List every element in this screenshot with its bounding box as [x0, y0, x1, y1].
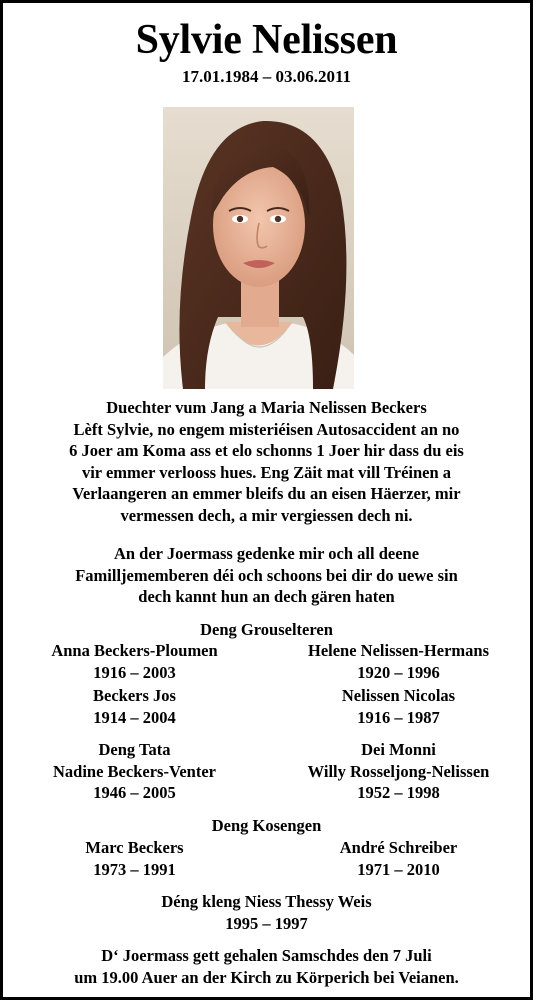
grandparent-name: Anna Beckers-Ploumen	[51, 641, 218, 660]
grandparent-years: 1916 – 2003	[93, 662, 176, 682]
niece-name: Déng kleng Niess Thessy Weis	[161, 892, 372, 911]
intro-line: Lèft Sylvie, no engem misteriéisen Autosaccident an no	[73, 419, 460, 439]
uncle-entry	[267, 739, 530, 804]
intro-line: vir emmer verlooss hues. Eng Zäit mat vill Tréinen a	[81, 462, 452, 482]
portrait-illustration	[163, 107, 354, 389]
service-text	[3, 945, 530, 988]
grandparent-entry	[267, 640, 530, 683]
grandparent-name: Helene Nelissen-Hermans	[307, 641, 489, 660]
uncle-heading: Dei Monni	[361, 740, 436, 759]
obituary-notice	[3, 3, 530, 997]
grandparent-entry	[267, 685, 530, 728]
cousins-heading: Deng Kosengen	[211, 816, 322, 835]
intro-line: Duechter vum Jang a Maria Nelissen Beckers	[106, 398, 427, 417]
memorial-text	[3, 543, 530, 608]
memorial-line: dech kannt hun an dech gären haten	[138, 587, 395, 607]
intro-line: vermessen dech, a mir vergiessen dech ni.	[120, 505, 413, 525]
niece-years: 1995 – 1997	[225, 913, 308, 933]
intro-line: 6 Joer am Koma ass et elo schonns 1 Joer hir dass du eis	[69, 441, 464, 461]
aunt-heading: Deng Tata	[98, 740, 171, 759]
intro-line: Verlaangeren an emmer bleifs du an eisen Häerzer, mir	[72, 484, 461, 504]
memorial-line: An der Joermass gedenke mir och all deene	[113, 544, 420, 563]
cousin-entry	[3, 837, 266, 880]
memorial-line: Familljememberen déi och schoons bei dir do uewe sin	[75, 565, 458, 585]
portrait-photo	[163, 107, 354, 389]
service-line: um 19.00 Auer an der Kirch zu Körperich bei Veianen.	[74, 967, 459, 987]
grandparent-entry	[3, 685, 266, 728]
cousin-name: Marc Beckers	[85, 838, 184, 857]
grandparent-name: Beckers Jos	[93, 686, 176, 705]
deceased-name: Sylvie Nelissen	[135, 17, 398, 63]
uncle-years: 1952 – 1998	[357, 783, 440, 803]
aunt-years: 1946 – 2005	[93, 783, 176, 803]
grandparent-years: 1914 – 2004	[93, 707, 176, 727]
aunt-entry	[3, 739, 266, 804]
life-dates: 17.01.1984 – 03.06.2011	[181, 67, 352, 86]
cousin-name: André Schreiber	[339, 838, 458, 857]
grandparents-heading: Deng Grouselteren	[200, 620, 333, 639]
cousin-entry	[267, 837, 530, 880]
intro-text	[3, 397, 530, 527]
niece-entry	[3, 891, 530, 934]
service-line: D‘ Joermass gett gehalen Samschdes den 7 Juli	[101, 946, 432, 965]
uncle-name: Willy Rosseljong-Nelissen	[307, 761, 490, 781]
cousin-years: 1973 – 1991	[93, 859, 176, 879]
grandparent-years: 1920 – 1996	[357, 662, 440, 682]
cousin-years: 1971 – 2010	[357, 859, 440, 879]
grandparent-entry	[3, 640, 266, 683]
grandparent-name: Nelissen Nicolas	[341, 686, 456, 705]
grandparent-years: 1916 – 1987	[357, 707, 440, 727]
aunt-name: Nadine Beckers-Venter	[53, 761, 216, 781]
